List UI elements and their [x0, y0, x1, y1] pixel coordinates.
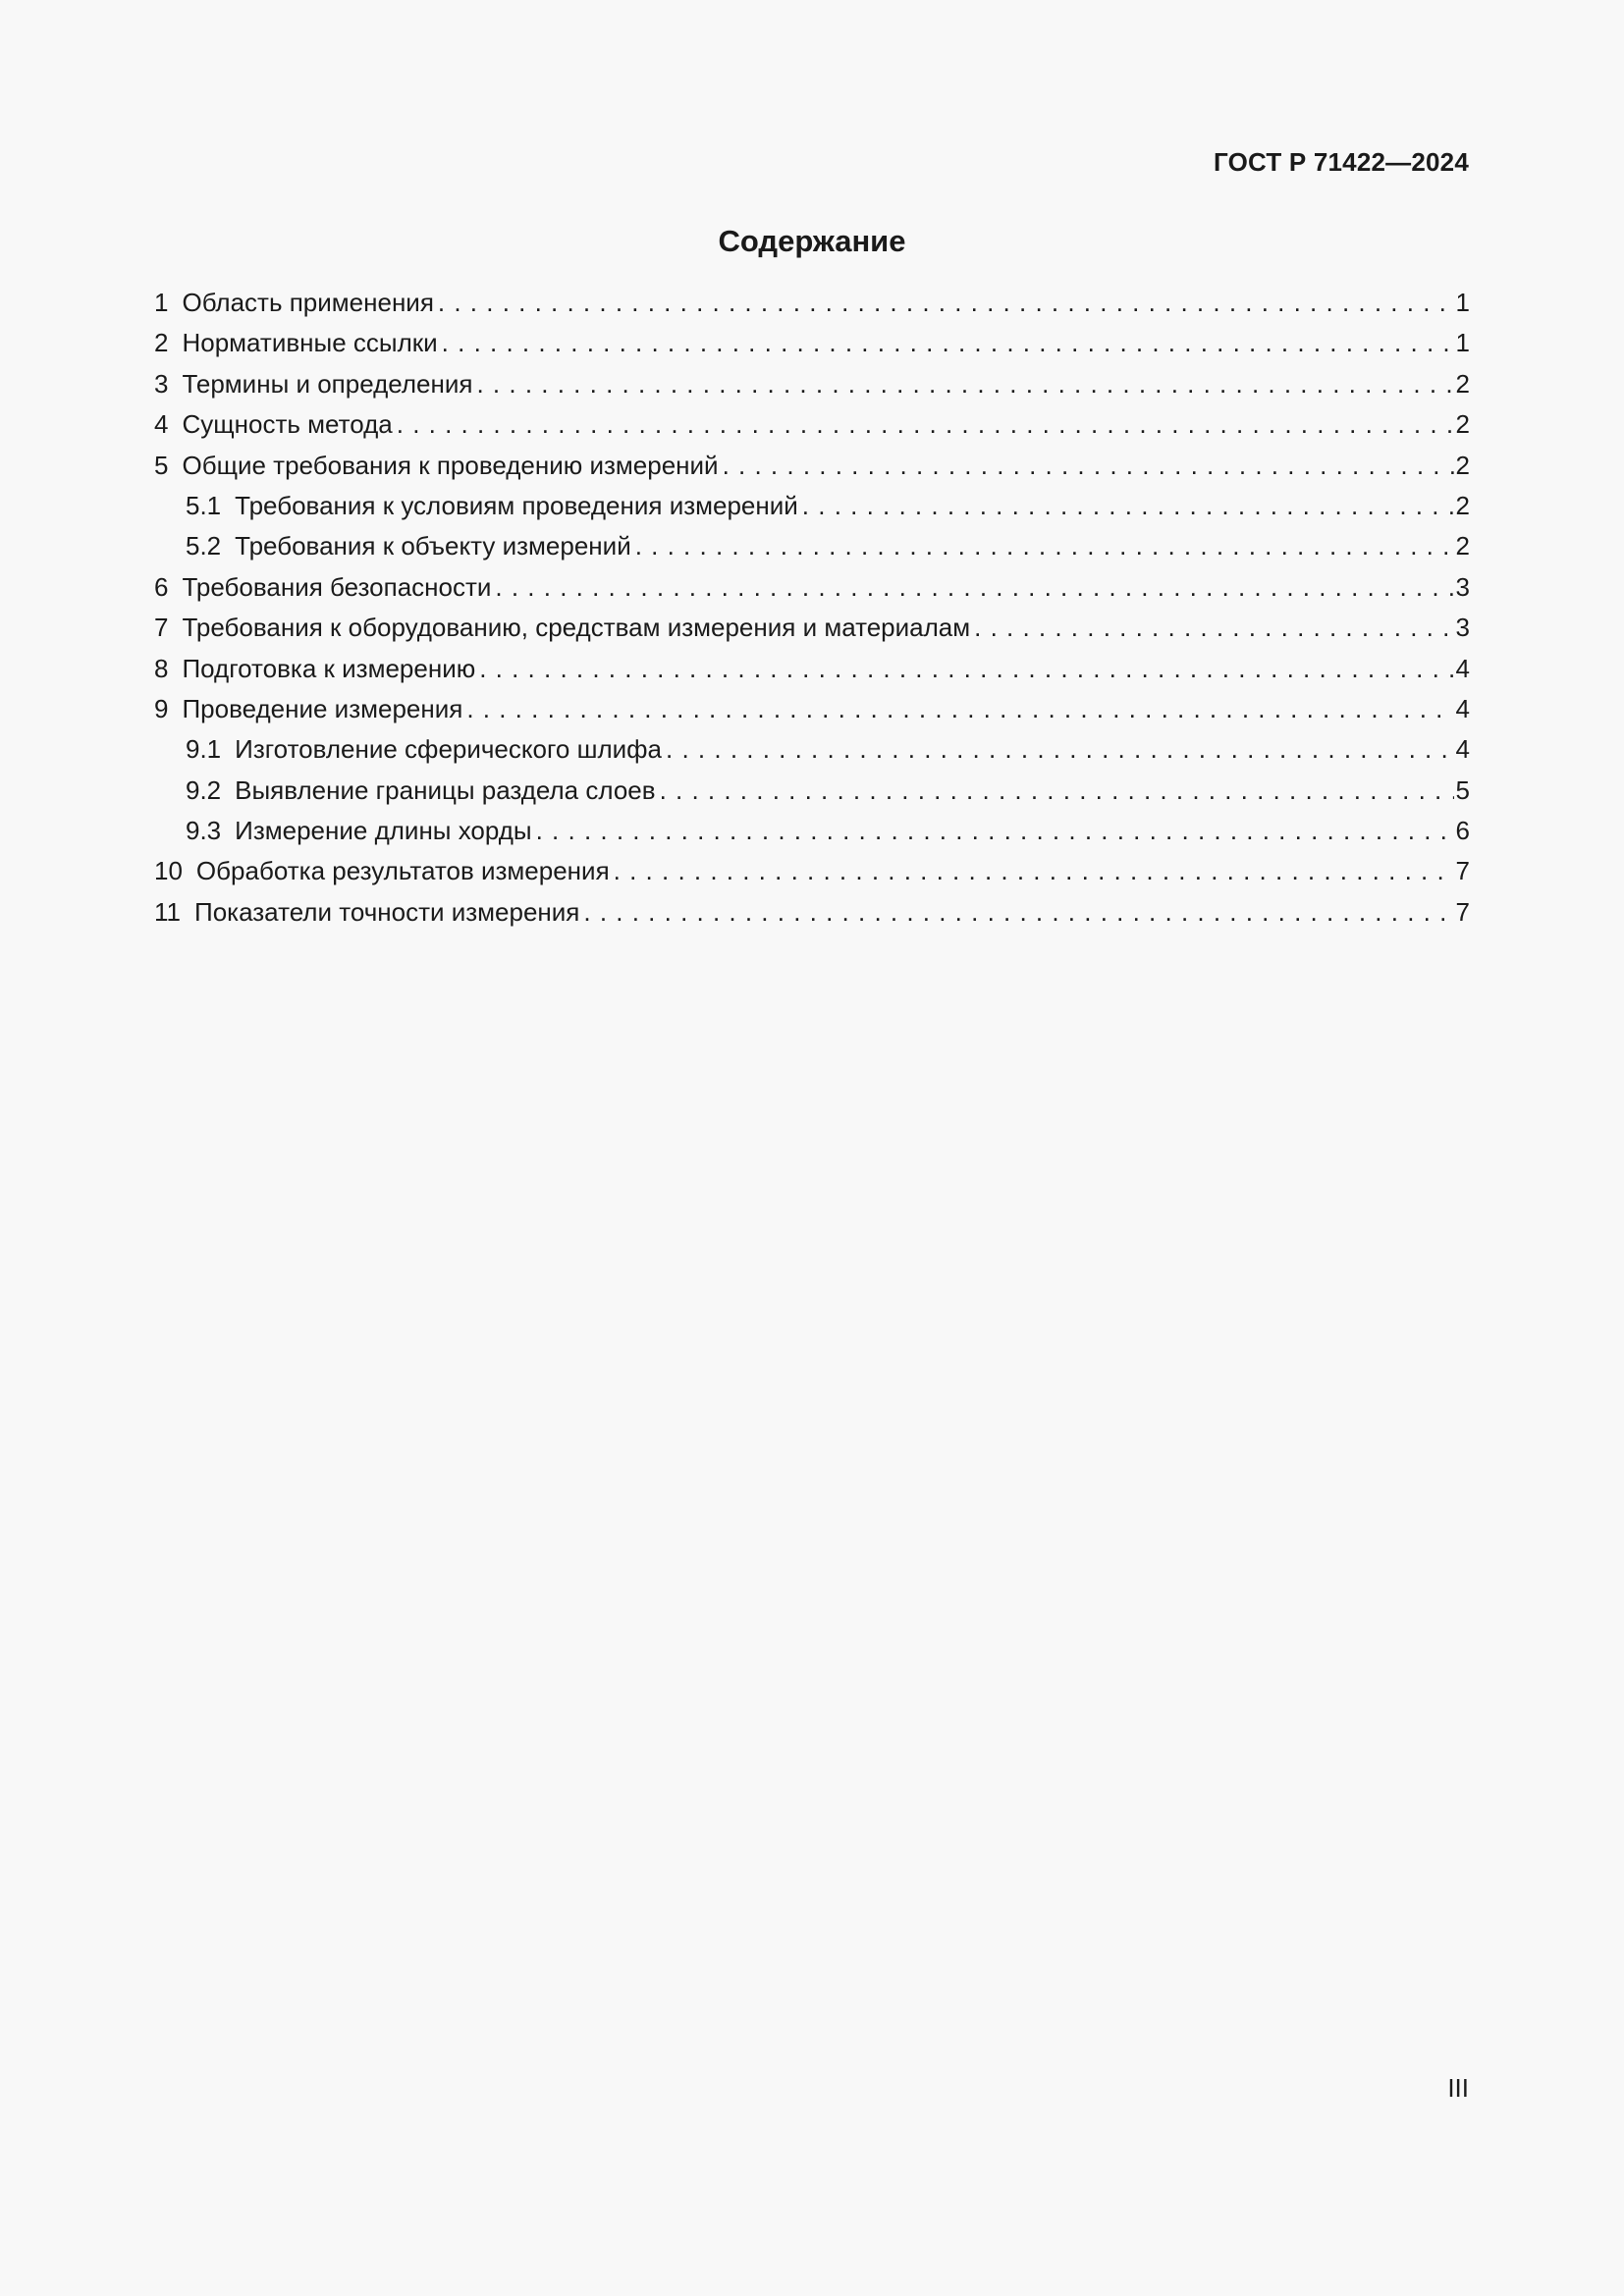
toc-dot-leader: [974, 608, 1453, 648]
toc-entry[interactable]: [154, 729, 1470, 770]
toc-entry-page: 7: [1455, 856, 1470, 886]
toc-dot-leader: [438, 283, 1454, 323]
toc-entry-page: 4: [1455, 653, 1470, 683]
toc-entry[interactable]: [154, 364, 1470, 404]
toc-entry[interactable]: [154, 892, 1470, 933]
toc-entry-page: 1: [1455, 288, 1470, 317]
toc-entry[interactable]: [154, 283, 1470, 323]
toc-dot-leader: [635, 526, 1454, 566]
toc-dot-leader: [466, 689, 1453, 729]
toc-entry-number: 9.2: [186, 774, 222, 805]
toc-entry-page: 3: [1455, 571, 1470, 602]
toc-entry-label: Термины и определения: [182, 368, 473, 399]
toc-dot-leader: [479, 649, 1453, 689]
toc-entry-number: 10: [154, 856, 183, 886]
toc-entry[interactable]: [154, 446, 1470, 486]
toc-entry[interactable]: [154, 649, 1470, 689]
toc-entry-page: 2: [1455, 409, 1470, 440]
toc-entry-label: Требования безопасности: [182, 571, 492, 602]
toc-entry-label: Проведение измерения: [182, 693, 463, 723]
toc-dot-leader: [802, 486, 1454, 526]
toc-entry-label: Требования к объекту измерений: [235, 531, 631, 561]
toc-entry-page: 2: [1455, 450, 1470, 480]
toc-dot-leader: [583, 892, 1453, 933]
toc-entry-label: Выявление границы раздела слоев: [235, 774, 656, 805]
toc-entry[interactable]: [154, 526, 1470, 566]
toc-entry-page: 6: [1455, 816, 1470, 846]
toc-entry-number: 9.3: [186, 816, 222, 846]
toc-entry-page: 2: [1455, 490, 1470, 520]
toc-entry[interactable]: [154, 851, 1470, 891]
toc-entry-label: Изготовление сферического шлифа: [235, 734, 663, 765]
toc-title: Содержание: [718, 224, 906, 258]
toc-entry-number: 5: [154, 450, 169, 480]
toc-entry-label: Показатели точности измерения: [194, 896, 580, 927]
toc-entry-number: 8: [154, 653, 169, 683]
toc-entry-label: Обработка результатов измерения: [195, 856, 610, 886]
toc-entry[interactable]: [154, 771, 1470, 811]
toc-entry-page: 2: [1455, 531, 1470, 561]
toc-entry-page: 3: [1455, 613, 1470, 643]
toc-entry[interactable]: [154, 323, 1470, 363]
toc-entry-number: 9: [154, 693, 169, 723]
toc-entry-label: Сущность метода: [182, 409, 393, 440]
toc-entry-number: 7: [154, 613, 169, 643]
document-standard-id: ГОСТ Р 71422—2024: [1214, 147, 1469, 177]
toc-entry-number: 4: [154, 409, 169, 440]
toc-entry-number: 2: [154, 328, 169, 358]
toc-entry[interactable]: [154, 608, 1470, 648]
toc-entry-page: 2: [1455, 368, 1470, 399]
toc-entry-page: 4: [1455, 693, 1470, 723]
table-of-contents: [154, 283, 1470, 933]
toc-entry[interactable]: [154, 486, 1470, 526]
toc-entry[interactable]: [154, 404, 1470, 445]
toc-dot-leader: [660, 771, 1454, 811]
toc-entry-label: Нормативные ссылки: [182, 328, 438, 358]
toc-entry[interactable]: [154, 689, 1470, 729]
toc-entry-number: 1: [154, 288, 169, 317]
toc-entry-page: 1: [1455, 328, 1470, 358]
page-number: III: [1447, 2073, 1469, 2103]
toc-entry-page: 7: [1455, 896, 1470, 927]
toc-dot-leader: [614, 851, 1454, 891]
toc-entry-number: 9.1: [186, 734, 222, 765]
toc-entry-label: Требования к условиям проведения измерений: [235, 490, 798, 520]
toc-entry[interactable]: [154, 811, 1470, 851]
toc-dot-leader: [666, 729, 1454, 770]
toc-entry-label: Общие требования к проведению измерений: [182, 450, 719, 480]
toc-entry-number: 5.2: [186, 531, 222, 561]
toc-dot-leader: [397, 404, 1454, 445]
toc-entry-page: 5: [1455, 774, 1470, 805]
toc-entry-label: Требования к оборудованию, средствам измерения и материалам: [182, 613, 971, 643]
toc-entry-number: 5.1: [186, 490, 222, 520]
toc-entry-number: 11: [154, 896, 181, 927]
toc-dot-leader: [495, 567, 1453, 608]
toc-entry-page: 4: [1455, 734, 1470, 765]
toc-entry-label: Измерение длины хорды: [235, 816, 532, 846]
toc-dot-leader: [723, 446, 1454, 486]
toc-dot-leader: [442, 323, 1454, 363]
toc-entry-label: Область применения: [182, 288, 434, 317]
toc-dot-leader: [476, 364, 1453, 404]
toc-entry[interactable]: [154, 567, 1470, 608]
toc-entry-number: 3: [154, 368, 169, 399]
toc-entry-label: Подготовка к измерению: [182, 653, 476, 683]
toc-entry-number: 6: [154, 571, 169, 602]
toc-dot-leader: [536, 811, 1454, 851]
